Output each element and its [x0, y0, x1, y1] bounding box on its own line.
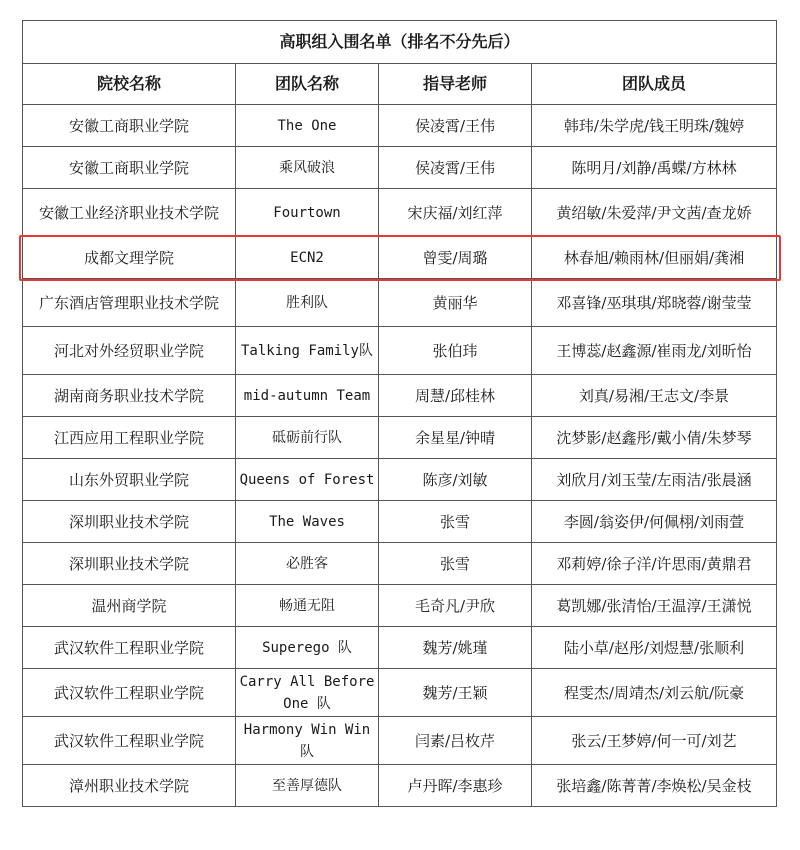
- table-row-highlighted: [23, 237, 777, 279]
- school-cell: 深圳职业技术学院: [23, 501, 236, 543]
- members-cell: 黄绍敏/朱爱萍/尹文茜/查龙娇: [532, 189, 777, 237]
- school-cell: 武汉软件工程职业学院: [23, 717, 236, 765]
- school-cell: 深圳职业技术学院: [23, 543, 236, 585]
- school-cell: 武汉软件工程职业学院: [23, 627, 236, 669]
- members-cell: 林春旭/赖雨林/但丽娟/龚湘: [532, 237, 777, 279]
- advisor-cell: 侯凌霄/王伟: [379, 105, 532, 147]
- team-cell: 砥砺前行队: [236, 417, 379, 459]
- team-cell: 乘风破浪: [236, 147, 379, 189]
- school-cell: 漳州职业技术学院: [23, 765, 236, 807]
- table-row: [23, 627, 777, 669]
- table-row: [23, 459, 777, 501]
- members-cell: 韩玮/朱学虎/钱王明珠/魏婷: [532, 105, 777, 147]
- advisor-cell: 张伯玮: [379, 327, 532, 375]
- team-cell: Fourtown: [236, 189, 379, 237]
- members-cell: 张培鑫/陈菁菁/李焕松/吴金枝: [532, 765, 777, 807]
- members-cell: 张云/王梦婷/何一可/刘艺: [532, 717, 777, 765]
- header-advisor: 指导老师: [379, 64, 532, 105]
- advisor-cell: 黄丽华: [379, 279, 532, 327]
- roster-table: [22, 20, 777, 807]
- table-row: [23, 501, 777, 543]
- team-cell: The Waves: [236, 501, 379, 543]
- table-row: [23, 717, 777, 765]
- school-cell: 山东外贸职业学院: [23, 459, 236, 501]
- school-cell: 广东酒店管理职业技术学院: [23, 279, 236, 327]
- school-cell: 武汉软件工程职业学院: [23, 669, 236, 717]
- members-cell: 邓喜锋/巫琪琪/郑晓蓉/谢莹莹: [532, 279, 777, 327]
- members-cell: 李圆/翁姿伊/何佩栩/刘雨萱: [532, 501, 777, 543]
- advisor-cell: 卢丹晖/李惠珍: [379, 765, 532, 807]
- advisor-cell: 毛奇凡/尹欣: [379, 585, 532, 627]
- school-cell: 成都文理学院: [23, 237, 236, 279]
- team-cell: 胜利队: [236, 279, 379, 327]
- header-members: 团队成员: [532, 64, 777, 105]
- team-cell: The One: [236, 105, 379, 147]
- team-cell: ECN2: [236, 237, 379, 279]
- members-cell: 程雯杰/周靖杰/刘云航/阮豪: [532, 669, 777, 717]
- members-cell: 陈明月/刘静/禹蝶/方林林: [532, 147, 777, 189]
- school-cell: 河北对外经贸职业学院: [23, 327, 236, 375]
- advisor-cell: 侯凌霄/王伟: [379, 147, 532, 189]
- members-cell: 王博蕊/赵鑫源/崔雨龙/刘昕怡: [532, 327, 777, 375]
- school-cell: 安徽工商职业学院: [23, 105, 236, 147]
- table-body: [23, 105, 777, 807]
- team-cell: 畅通无阻: [236, 585, 379, 627]
- team-cell: Carry All Before One 队: [236, 669, 379, 717]
- table-row: [23, 543, 777, 585]
- team-cell: Talking Family队: [236, 327, 379, 375]
- advisor-cell: 曾雯/周璐: [379, 237, 532, 279]
- school-cell: 湖南商务职业技术学院: [23, 375, 236, 417]
- members-cell: 沈梦影/赵鑫彤/戴小倩/朱梦琴: [532, 417, 777, 459]
- table-title: 高职组入围名单（排名不分先后）: [23, 21, 777, 64]
- table-row: [23, 147, 777, 189]
- team-cell: 至善厚德队: [236, 765, 379, 807]
- members-cell: 刘真/易湘/王志文/李景: [532, 375, 777, 417]
- advisor-cell: 张雪: [379, 543, 532, 585]
- table-row: [23, 765, 777, 807]
- advisor-cell: 魏芳/姚瑾: [379, 627, 532, 669]
- members-cell: 葛凯娜/张清怡/王温淳/王潇悦: [532, 585, 777, 627]
- team-cell: Queens of Forest: [236, 459, 379, 501]
- school-cell: 安徽工商职业学院: [23, 147, 236, 189]
- team-cell: 必胜客: [236, 543, 379, 585]
- members-cell: 陆小草/赵彤/刘煜慧/张顺利: [532, 627, 777, 669]
- advisor-cell: 闫素/吕枚芹: [379, 717, 532, 765]
- header-school: 院校名称: [23, 64, 236, 105]
- advisor-cell: 张雪: [379, 501, 532, 543]
- table-row: [23, 669, 777, 717]
- table-row: [23, 189, 777, 237]
- advisor-cell: 周慧/邱桂林: [379, 375, 532, 417]
- advisor-cell: 余星星/钟晴: [379, 417, 532, 459]
- table-row: [23, 375, 777, 417]
- members-cell: 刘欣月/刘玉莹/左雨洁/张晨涵: [532, 459, 777, 501]
- table-row: [23, 327, 777, 375]
- table-row: [23, 585, 777, 627]
- team-cell: Superego 队: [236, 627, 379, 669]
- advisor-cell: 宋庆福/刘红萍: [379, 189, 532, 237]
- members-cell: 邓莉婷/徐子洋/许思雨/黄鼎君: [532, 543, 777, 585]
- team-cell: mid-autumn Team: [236, 375, 379, 417]
- table-row: [23, 279, 777, 327]
- school-cell: 安徽工业经济职业技术学院: [23, 189, 236, 237]
- advisor-cell: 魏芳/王颖: [379, 669, 532, 717]
- table-row: [23, 417, 777, 459]
- header-team: 团队名称: [236, 64, 379, 105]
- school-cell: 江西应用工程职业学院: [23, 417, 236, 459]
- advisor-cell: 陈彦/刘敏: [379, 459, 532, 501]
- table-row: [23, 105, 777, 147]
- team-cell: Harmony Win Win队: [236, 717, 379, 765]
- school-cell: 温州商学院: [23, 585, 236, 627]
- roster-table-container: [22, 20, 776, 807]
